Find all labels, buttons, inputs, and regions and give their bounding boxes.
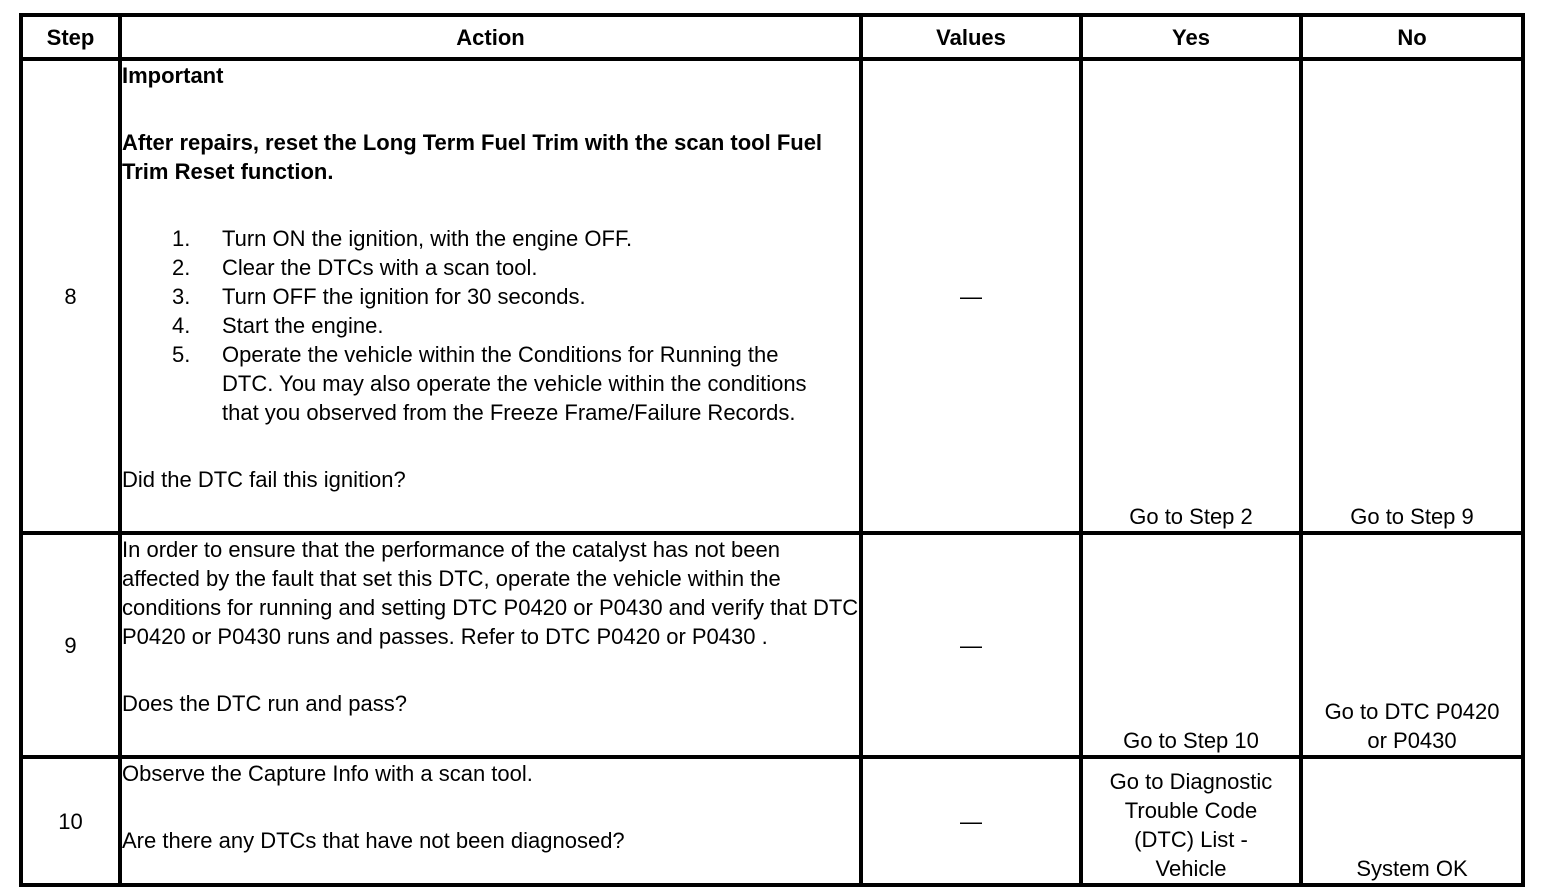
values-cell: — (861, 757, 1081, 885)
header-no: No (1301, 15, 1523, 59)
yes-cell: Go to Step 2 (1081, 59, 1301, 533)
table-row-step-8 (21, 59, 1523, 533)
action-cell (120, 59, 861, 533)
step-number: 9 (21, 533, 120, 757)
diagnostic-table (19, 13, 1525, 887)
list-item (122, 253, 859, 282)
step-number: 10 (21, 757, 120, 885)
header-yes: Yes (1081, 15, 1301, 59)
action-text: Observe the Capture Info with a scan tool. (122, 761, 533, 786)
list-item (122, 224, 859, 253)
table-row-step-10 (21, 757, 1523, 885)
list-item-number: 1. (172, 226, 191, 251)
list-item-number: 4. (172, 313, 191, 338)
header-row (21, 15, 1523, 59)
action-question: Did the DTC fail this ignition? (122, 467, 406, 492)
action-question: Are there any DTCs that have not been diagnosed? (122, 828, 625, 853)
action-cell (120, 757, 861, 885)
important-text: After repairs, reset the Long Term Fuel Trim with the scan tool Fuel Trim Reset function. (122, 130, 823, 184)
list-item-text: Start the engine. (222, 313, 384, 338)
list-item-number: 2. (172, 255, 191, 280)
action-question: Does the DTC run and pass? (122, 691, 407, 716)
list-item-text: Turn OFF the ignition for 30 seconds. (222, 284, 586, 309)
table-row-step-9 (21, 533, 1523, 757)
procedure-list (122, 224, 859, 427)
no-cell: System OK (1301, 757, 1523, 885)
header-action: Action (120, 15, 861, 59)
values-cell: — (861, 59, 1081, 533)
values-cell: — (861, 533, 1081, 757)
list-item (122, 311, 859, 340)
list-item-text: Turn ON the ignition, with the engine OFF. (222, 226, 633, 251)
no-cell: Go to Step 9 (1301, 59, 1523, 533)
list-item (122, 282, 859, 311)
list-item-number: 5. (172, 342, 191, 367)
header-values: Values (861, 15, 1081, 59)
step-number: 8 (21, 59, 120, 533)
action-cell (120, 533, 861, 757)
list-item-number: 3. (172, 284, 191, 309)
yes-cell: Go to Step 10 (1081, 533, 1301, 757)
no-cell: Go to DTC P0420 or P0430 (1301, 533, 1523, 757)
list-item-text: Clear the DTCs with a scan tool. (222, 255, 538, 280)
yes-cell: Go to Diagnostic Trouble Code (DTC) List - Vehicle (1081, 757, 1301, 885)
list-item-text: Operate the vehicle within the Conditions for Running the DTC. You may also operate the vehicle within the conditions that you observed from the Freeze Frame/Failure Records. (222, 342, 807, 425)
list-item (122, 340, 859, 427)
action-text: In order to ensure that the performance of the catalyst has not been affected by the fault that set this DTC, operate the vehicle within the conditions for running and setting DTC P0420 or P0430 and verify that DTC P0420 or P0430 runs and passes. Refer to DTC P0420 or P0430 . (122, 537, 859, 649)
header-step: Step (21, 15, 120, 59)
important-label: Important (122, 63, 224, 88)
